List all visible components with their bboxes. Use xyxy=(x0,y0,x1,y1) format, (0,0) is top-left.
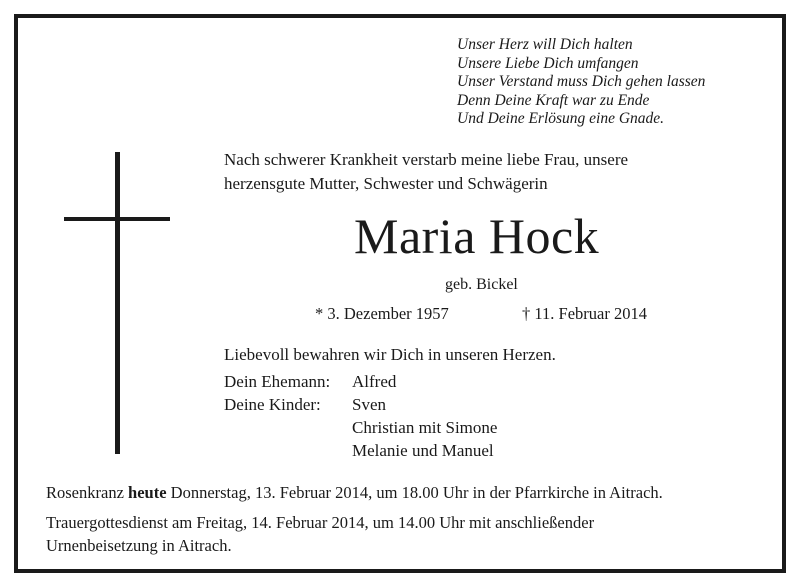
deceased-name: Maria Hock xyxy=(354,208,600,264)
maiden-name: geb. Bickel xyxy=(445,276,518,293)
intro-text xyxy=(224,148,628,196)
cross-icon xyxy=(115,152,120,454)
rosary-today: heute xyxy=(128,483,167,502)
child-name: Christian mit Simone xyxy=(352,418,498,437)
poem-line: Und Deine Erlösung eine Gnade. xyxy=(457,110,665,128)
rosary-text: Rosenkranz xyxy=(46,483,129,502)
rosary-notice xyxy=(46,481,663,504)
husband-label: Dein Ehemann: xyxy=(224,372,331,391)
poem-line: Denn Deine Kraft war zu Ende xyxy=(457,91,650,109)
poem-line: Unser Herz will Dich halten xyxy=(457,36,633,53)
rosary-details: Donnerstag, 13. Februar 2014, um 18.00 Uhr in der Pfarrkirche in Aitrach. xyxy=(166,483,663,502)
poem-line: Unsere Liebe Dich umfangen xyxy=(457,54,639,72)
child-name: Melanie und Manuel xyxy=(352,441,494,460)
funeral-notice-line: Urnenbeisetzung in Aitrach. xyxy=(46,536,232,555)
poem-line: Unser Verstand muss Dich gehen lassen xyxy=(457,73,706,91)
cross-icon-bar xyxy=(64,217,170,221)
husband-name: Alfred xyxy=(352,372,397,391)
poem xyxy=(457,36,705,129)
intro-line: herzensgute Mutter, Schwester und Schwägerin xyxy=(224,174,548,193)
birth-date: * 3. Dezember 1957 xyxy=(315,304,449,323)
death-date: † 11. Februar 2014 xyxy=(522,304,647,323)
funeral-notice-line: Trauergottesdienst am Freitag, 14. Februar 2014, um 14.00 Uhr mit anschließender xyxy=(46,513,595,532)
children-label: Deine Kinder: xyxy=(224,395,321,414)
child-name: Sven xyxy=(352,395,386,414)
remembrance-text: Liebevoll bewahren wir Dich in unseren Herzen. xyxy=(224,345,556,364)
intro-line: Nach schwerer Krankheit verstarb meine liebe Frau, unsere xyxy=(224,150,629,169)
